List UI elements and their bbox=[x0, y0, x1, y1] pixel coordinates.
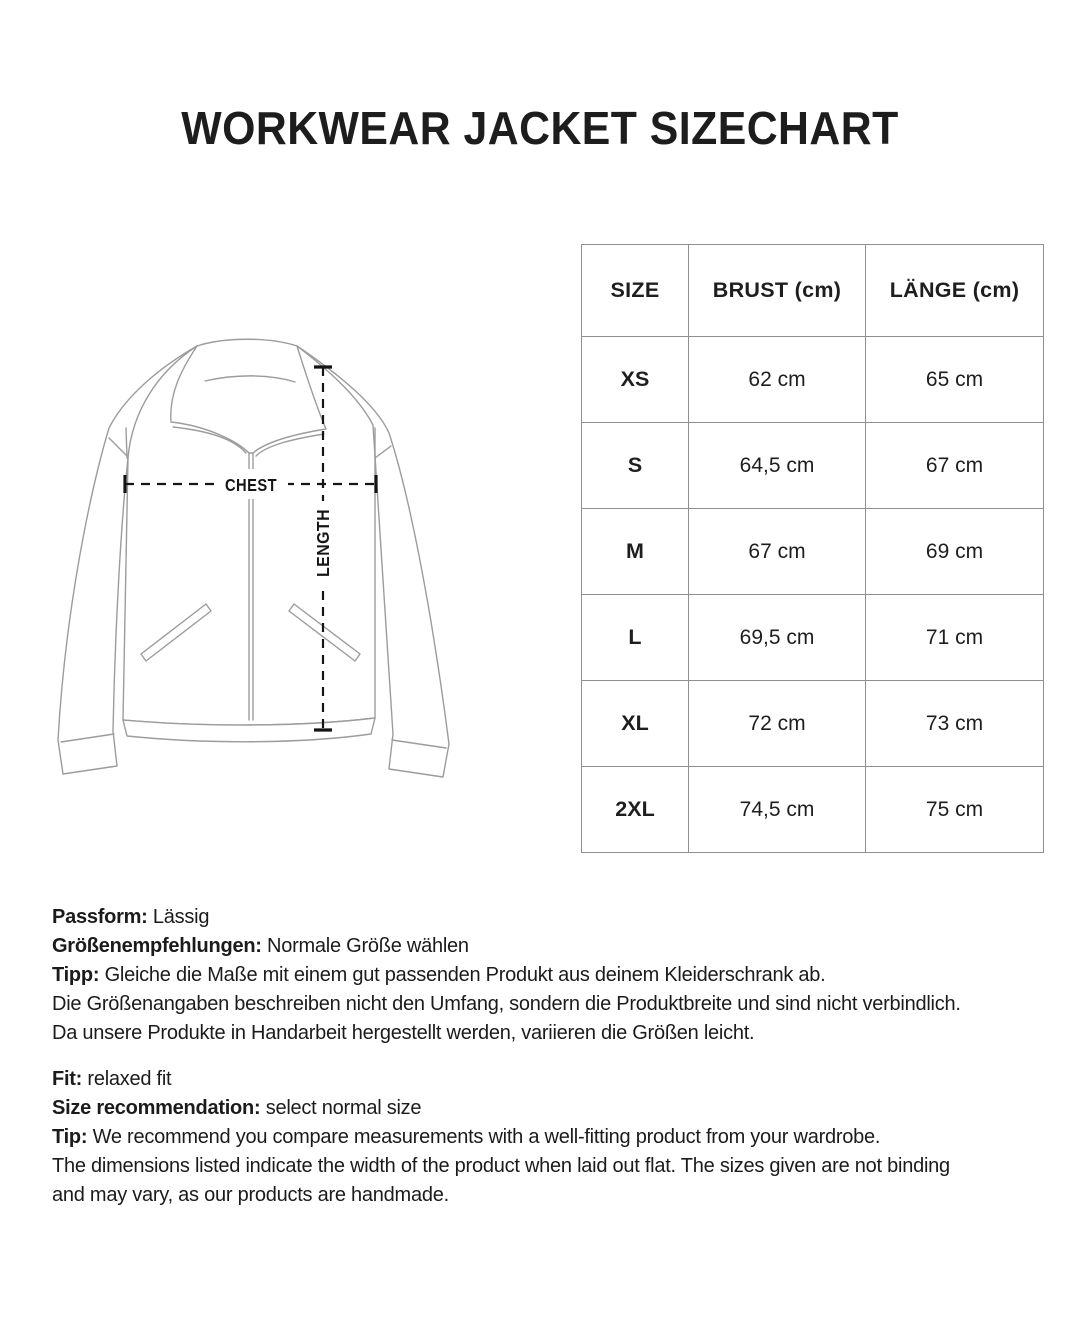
brust-cell: 64,5 cm bbox=[689, 423, 866, 509]
note-label: Fit: bbox=[52, 1068, 83, 1090]
table-row bbox=[582, 337, 1044, 423]
note-text: and may vary, as our products are handmade. bbox=[52, 1184, 449, 1206]
note-line bbox=[52, 1094, 1062, 1123]
col-header-brust: BRUST (cm) bbox=[689, 245, 866, 337]
brust-cell: 62 cm bbox=[689, 337, 866, 423]
note-line bbox=[52, 1065, 1062, 1094]
note-line bbox=[52, 961, 1062, 990]
note-label: Tip: bbox=[52, 1126, 88, 1148]
table-row bbox=[582, 767, 1044, 853]
size-table-header-row bbox=[582, 245, 1044, 337]
size-cell: 2XL bbox=[582, 767, 689, 853]
note-text: Lässig bbox=[152, 906, 210, 928]
note-line bbox=[52, 903, 1062, 932]
page-title: WORKWEAR JACKET SIZECHART bbox=[181, 102, 899, 154]
jacket-sketch bbox=[55, 330, 555, 800]
note-line bbox=[52, 1019, 1062, 1048]
note-text: Die Größenangaben beschreiben nicht den Umfang, sondern die Produktbreite und sind nicht verbindlich. bbox=[52, 993, 961, 1015]
laenge-cell: 65 cm bbox=[866, 337, 1044, 423]
laenge-cell: 75 cm bbox=[866, 767, 1044, 853]
brust-cell: 72 cm bbox=[689, 681, 866, 767]
note-text: Da unsere Produkte in Handarbeit hergestellt werden, variieren die Größen leicht. bbox=[52, 1022, 755, 1044]
brust-cell: 74,5 cm bbox=[689, 767, 866, 853]
note-text: We recommend you compare measurements with a well-fitting product from your wardrobe. bbox=[92, 1126, 881, 1148]
table-row bbox=[582, 681, 1044, 767]
col-header-laenge: LÄNGE (cm) bbox=[866, 245, 1044, 337]
note-line bbox=[52, 1181, 1062, 1210]
note-line bbox=[52, 990, 1062, 1019]
note-text: Gleiche die Maße mit einem gut passenden Produkt aus deinem Kleiderschrank ab. bbox=[104, 964, 826, 986]
table-row bbox=[582, 423, 1044, 509]
length-label: LENGTH bbox=[313, 502, 333, 577]
note-label: Tipp: bbox=[52, 964, 100, 986]
note-label: Size recommendation: bbox=[52, 1097, 261, 1119]
brust-cell: 69,5 cm bbox=[689, 595, 866, 681]
note-label: Größenempfehlungen: bbox=[52, 935, 262, 957]
table-row bbox=[582, 509, 1044, 595]
note-text: relaxed fit bbox=[87, 1068, 172, 1090]
note-text: Normale Größe wählen bbox=[267, 935, 469, 957]
table-row bbox=[582, 595, 1044, 681]
chest-label: CHEST bbox=[225, 475, 277, 495]
notes-german bbox=[52, 903, 1062, 1048]
note-label: Passform: bbox=[52, 906, 148, 928]
size-cell: S bbox=[582, 423, 689, 509]
note-line bbox=[52, 1123, 1062, 1152]
laenge-cell: 71 cm bbox=[866, 595, 1044, 681]
note-text: The dimensions listed indicate the width of the product when laid out flat. The sizes given are not binding bbox=[52, 1155, 950, 1177]
note-line bbox=[52, 1152, 1062, 1181]
size-cell: XS bbox=[582, 337, 689, 423]
laenge-cell: 67 cm bbox=[866, 423, 1044, 509]
note-text: select normal size bbox=[265, 1097, 422, 1119]
size-cell: M bbox=[582, 509, 689, 595]
notes-english bbox=[52, 1065, 1062, 1210]
size-table bbox=[581, 244, 1044, 853]
laenge-cell: 69 cm bbox=[866, 509, 1044, 595]
col-header-size: SIZE bbox=[582, 245, 689, 337]
jacket-diagram bbox=[55, 330, 555, 800]
note-line bbox=[52, 932, 1062, 961]
size-cell: L bbox=[582, 595, 689, 681]
laenge-cell: 73 cm bbox=[866, 681, 1044, 767]
brust-cell: 67 cm bbox=[689, 509, 866, 595]
size-cell: XL bbox=[582, 681, 689, 767]
